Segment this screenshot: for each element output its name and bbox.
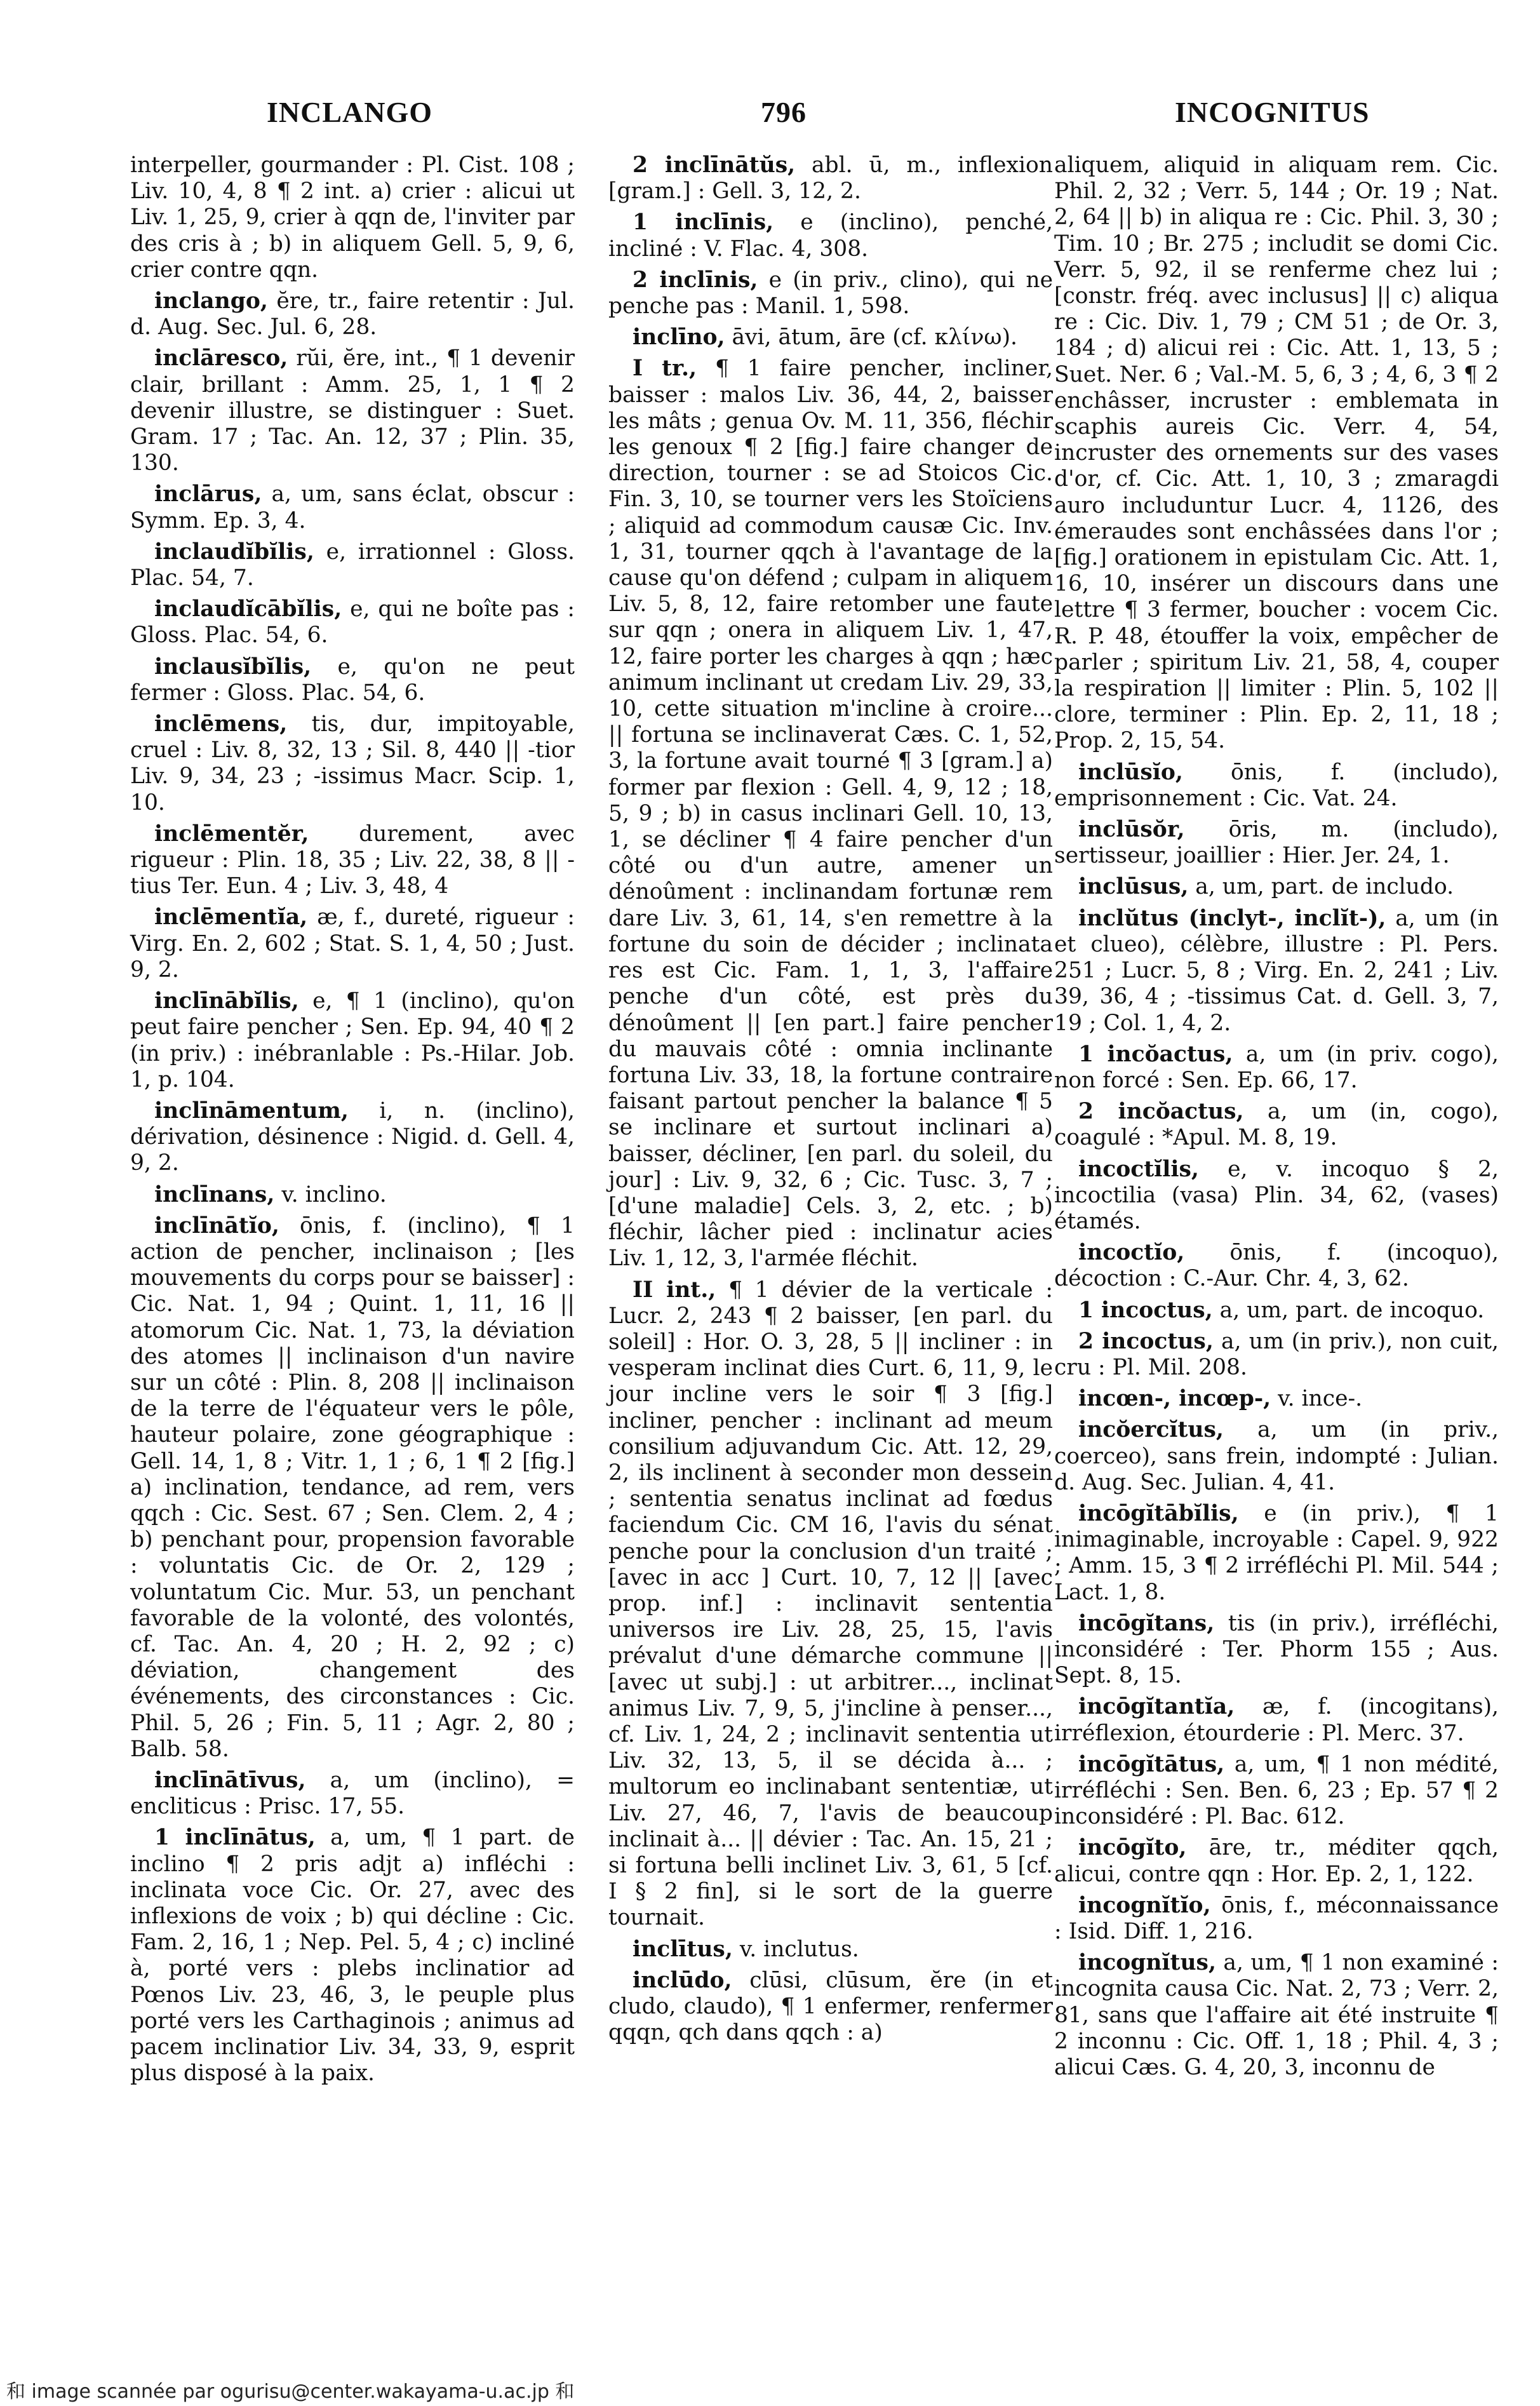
- entry-headword: inclārus,: [154, 481, 262, 507]
- dictionary-entry: [1054, 1099, 1499, 1151]
- entry-headword: incognĭtus,: [1078, 1950, 1216, 1976]
- entry-definition: a, um (in priv., coerceo), sans frein, indompté : Julian. d. Aug. Sec. Julian. 4, 41.: [1054, 1417, 1499, 1495]
- dictionary-entry: [130, 988, 575, 1093]
- dictionary-entry: [1054, 1157, 1499, 1235]
- entry-definition: a, um, ¶ 1 non examiné : incognita causa Cic. Nat. 2, 73 ; Verr. 2, 81, sans que l'affaire ait été instruite ¶ 2 inconnu : Cic. Off. 1, 18 ; Phil. 4, 3 ; alicui Cæs. G. 4, 20, 3, inconnu de: [1054, 1950, 1499, 2081]
- dictionary-entry: [1054, 1417, 1499, 1496]
- dictionary-entry: [1054, 1611, 1499, 1690]
- dictionary-entry: [1054, 906, 1499, 1037]
- text-column-1: [130, 152, 575, 2092]
- entry-headword: inclūsus,: [1078, 874, 1189, 900]
- entry-headword: 1 incoctus,: [1078, 1297, 1213, 1323]
- dictionary-entry: [608, 1937, 1053, 1963]
- dictionary-entry: [608, 1277, 1053, 1932]
- entry-headword: II int.,: [633, 1277, 716, 1303]
- entry-headword: inclaudĭbĭlis,: [154, 539, 314, 565]
- dictionary-entry: [130, 711, 575, 816]
- entry-headword: incoctĭlis,: [1078, 1156, 1199, 1182]
- dictionary-entry: [1054, 1298, 1499, 1324]
- entry-headword: inclēmentĭa,: [154, 904, 308, 931]
- dictionary-entry: [1054, 1752, 1499, 1831]
- dictionary-entry: [130, 288, 575, 340]
- entry-headword: inclīno,: [633, 325, 725, 351]
- entry-definition: interpeller, gourmander : Pl. Cist. 108 ; Liv. 10, 4, 8 ¶ 2 int. a) crier : alicui ut Liv. 1, 25, 9, crier à qqn de, l'inviter par des cris à ; b) in aliquem Gell. 5, 9, 6, crier contre qqn.: [130, 152, 575, 283]
- running-header: [0, 95, 1540, 133]
- entry-definition: a, um (inclino), = encliticus : Prisc. 17, 55.: [130, 1767, 575, 1820]
- entry-headword: 1 incŏactus,: [1078, 1041, 1233, 1067]
- entry-definition: aliquem, aliquid in aliquam rem. Cic. Phil. 2, 32 ; Verr. 5, 144 ; Or. 19 ; Nat. 2, 64 || b) in aliqua re : Cic. Phil. 3, 30 ; Tim. 10 ; Br. 275 ; includit se domi Cic. Verr. 5, 92, il se renferme chez lui ; [constr. fréq. avec inclusus] || c) aliqua re : Cic. Div. 1, 79 ; CM 51 ; de Or. 3, 184 ; d) alicui rei : Cic. Att. 1, 13, 5 ; Suet. Ner. 6 ; Val.-M. 5, 6, 3 ; 4, 6, 3 ¶ 2 enchâsser, incruster : emblemata in scaphis aureis Cic. Verr. 4, 54, incruster des ornements sur des vases d'or, cf. Cic. Att. 1, 10, 3 ; zmaragdi auro includuntur Lucr. 4, 1126, des émeraudes sont enchâssées dans l'or ; [fig.] orationem in epistulam Cic. Att. 1, 16, 10, insérer un discours dans une lettre ¶ 3 fermer, boucher : vocem Cic. R. P. 48, étouffer la voix, empêcher de parler ; spiritum Liv. 21, 58, 4, couper la respiration || limiter : Plin. 5, 102 || clore, terminer : Plin. Ep. 2, 11, 18 ; Prop. 2, 15, 54.: [1054, 152, 1499, 754]
- entry-definition: a, um (in et clueo), célèbre, illustre : Pl. Pers. 251 ; Lucr. 5, 8 ; Virg. En. 2, 241 ; Liv. 39, 36, 4 ; -tissimus Cat. d. Gell. 3, 7, 19 ; Col. 1, 4, 2.: [1054, 905, 1499, 1036]
- entry-definition: a, um (in priv.), non cuit, cru : Pl. Mil. 208.: [1054, 1328, 1499, 1380]
- entry-headword: 2 inclīnis,: [633, 267, 758, 293]
- entry-definition: e (in priv., clino), qui ne penche pas : Manil. 1, 598.: [608, 267, 1053, 319]
- dictionary-entry: [130, 596, 575, 649]
- entry-headword: incoctĭo,: [1078, 1240, 1185, 1266]
- dictionary-entry: [1054, 1835, 1499, 1887]
- entry-headword: inclūsĭo,: [1078, 759, 1183, 785]
- entry-definition: durement, avec rigueur : Plin. 18, 35 ; Liv. 22, 38, 8 || -tius Ter. Eun. 4 ; Liv. 3, 48, 4: [130, 821, 575, 899]
- dictionary-entry: [130, 539, 575, 591]
- entry-headword: inclēmens,: [154, 711, 288, 737]
- dictionary-entry: [130, 481, 575, 534]
- dictionary-entry: [1054, 760, 1499, 812]
- dictionary-entry: [1054, 1042, 1499, 1094]
- entry-definition: v. ince-.: [1278, 1386, 1363, 1412]
- entry-definition: clūsi, clūsum, ĕre (in et cludo, claudo), ¶ 1 enfermer, renfermer qqqn, qch dans qqch : a): [608, 1967, 1054, 2046]
- entry-definition: rŭi, ĕre, int., ¶ 1 devenir clair, brillant : Amm. 25, 1, 1 ¶ 2 devenir illustre, se distinguer : Suet. Gram. 17 ; Tac. An. 12, 37 ; Plin. 35, 130.: [130, 346, 575, 476]
- entry-definition: e (inclino), penché, incliné : V. Flac. 4, 308.: [608, 210, 1053, 262]
- dictionary-entry: [130, 1213, 575, 1763]
- entry-headword: incōgĭto,: [1078, 1835, 1187, 1861]
- dictionary-entry: [130, 1098, 575, 1177]
- entry-definition: ¶ 1 dévier de la verticale : Lucr. 2, 243 ¶ 2 baisser, [en parl. du soleil] : Hor. O. 3, 28, 5 || incliner : in vesperam inclinat dies Curt. 6, 11, 9, le jour incline vers le soir ¶ 3 [fig.] incliner, pencher : inclinant ad meum consilium adjuvandum Cic. Att. 12, 29, 2, ils inclinent à seconder mon dessein ; sententia senatus inclinat ad fœdus faciendum Cic. CM 16, l'avis du sénat penche pour la conclusion d'un traité ; [avec in acc ] Curt. 10, 7, 12 || [avec prop. inf.] : inclinavit sententia universos ire Liv. 28, 25, 15, l'avis prévalut d'une démarche commune || [avec ut subj.] : ut arbitrer..., inclinat animus Liv. 7, 9, 5, j'incline à penser..., cf. Liv. 1, 24, 2 ; inclinavit sententia ut Liv. 32, 13, 5, il se décida à... ; multorum eo inclinabant sententiæ, ut Liv. 27, 46, 7, l'avis de beaucoup inclinait à... || dévier : Tac. An. 15, 21 ; si fortuna belli inclinet Liv. 3, 61, 5 [cf. I § 2 fin], si le sort de la guerre tournait.: [608, 1277, 1053, 1931]
- entry-headword: inclausĭbĭlis,: [154, 654, 312, 680]
- dictionary-entry: [1054, 1694, 1499, 1746]
- dictionary-entry: [608, 325, 1053, 351]
- dictionary-entry: [130, 1768, 575, 1820]
- entry-definition: v. inclutus.: [739, 1936, 859, 1962]
- entry-headword: inclāresco,: [154, 346, 288, 372]
- entry-definition: ¶ 1 faire pencher, incliner, baisser : malos Liv. 36, 44, 2, baisser les mâts ; genua Ov. M. 11, 356, fléchir les genoux ¶ 2 [fig.] faire changer de direction, tourner : se ad Stoicos Cic. Fin. 3, 10, se tourner vers les Stoïciens ; aliquid ad commodum causæ Cic. Inv. 1, 31, tourner qqch à l'avantage de la cause qu'on défend ; culpam in aliquem Liv. 5, 8, 12, faire retomber une faute sur qqn ; onera in aliquem Liv. 1, 47, 12, faire porter les charges à qqn ; hæc animum inclinant ut credam Liv. 29, 33, 10, cette situation m'incline à croire... || fortuna se inclinaverat Cæs. C. 1, 52, 3, la fortune avait tourné ¶ 3 [gram.] a) former par flexion : Gell. 4, 9, 12 ; 18, 5, 9 ; b) in casus inclinari Gell. 10, 13, 1, se décliner ¶ 4 faire pencher d'un côté ou d'un autre, amener un dénoûment : inclinandam fortunæ rem dare Liv. 3, 61, 14, s'en remettre à la fortune du soin de décider ; inclinata res est Cic. Fam. 1, 1, 3, l'affaire penche d'un côté, est près du dénoûment || [en part.] faire pencher du mauvais côté : omnia inclinante fortuna Liv. 33, 18, la fortune contraire faisant partout pencher la balance ¶ 5 se inclinare et surtout inclinari a) baisser, décliner, [en parl. du soleil, du jour] : Liv. 9, 32, 6 ; Cic. Tusc. 3, 7 ; [d'une maladie] Cels. 3, 2, etc. ; b) fléchir, lâcher pied : inclinatur acies Liv. 1, 12, 3, l'armée fléchit.: [608, 356, 1054, 1272]
- entry-definition: ōnis, f., méconnaissance : Isid. Diff. 1, 216.: [1054, 1892, 1499, 1944]
- entry-definition: a, um, sans éclat, obscur : Symm. Ep. 3, 4.: [130, 481, 575, 534]
- entry-headword: incōgĭtābĭlis,: [1078, 1500, 1239, 1526]
- entry-definition: e (in priv.), ¶ 1 inimaginable, incroyable : Capel. 9, 922 ; Amm. 15, 3 ¶ 2 irréfléchi Pl. Mil. 544 ; Lact. 1, 8.: [1054, 1500, 1499, 1605]
- dictionary-entry: [608, 1968, 1053, 2046]
- left-guide-word: INCLANGO: [267, 96, 433, 128]
- entry-definition: a, um, ¶ 1 non médité, irréfléchi : Sen. Ben. 6, 23 ; Ep. 57 ¶ 2 inconsidéré : Pl. Bac. 612.: [1054, 1751, 1499, 1830]
- entry-definition: a, um (in priv. cogo), non forcé : Sen. Ep. 66, 17.: [1054, 1041, 1499, 1093]
- entry-definition: ĕre, tr., faire retentir : Jul. d. Aug. Sec. Jul. 6, 28.: [130, 288, 575, 340]
- entry-definition: a, um (in, cogo), coagulé : *Apul. M. 8, 19.: [1054, 1099, 1499, 1151]
- dictionary-entry: [1054, 1240, 1499, 1292]
- dictionary-entry: [130, 346, 575, 476]
- entry-headword: inclango,: [154, 288, 268, 314]
- entry-definition: abl. ū, m., inflexion [gram.] : Gell. 3, 12, 2.: [608, 152, 1053, 205]
- dictionary-entry: [608, 267, 1053, 319]
- dictionary-entry: [130, 821, 575, 900]
- entry-definition: i, n. (inclino), dérivation, désinence : Nigid. d. Gell. 4, 9, 2.: [130, 1098, 575, 1176]
- entry-headword: 2 incoctus,: [1078, 1328, 1214, 1354]
- entry-headword: incōgĭtātus,: [1078, 1751, 1225, 1777]
- entry-definition: e, qu'on ne peut fermer : Gloss. Plac. 54, 6.: [130, 654, 575, 706]
- entry-headword: incŏercĭtus,: [1078, 1417, 1224, 1443]
- dictionary-entry: [130, 1825, 575, 2087]
- entry-headword: inclītus,: [633, 1936, 733, 1962]
- entry-headword: inclīnātĭo,: [154, 1213, 279, 1239]
- entry-definition: āre, tr., méditer qqch, alicui, contre qqn : Hor. Ep. 2, 1, 122.: [1054, 1835, 1499, 1887]
- entry-definition: āvi, ātum, āre (cf. κλίνω).: [732, 325, 1017, 351]
- entry-definition: e, v. incoquo § 2, incoctilia (vasa) Plin. 34, 62, (vases) étamés.: [1054, 1156, 1499, 1234]
- text-column-3: [1054, 152, 1499, 2086]
- entry-headword: inclūsŏr,: [1078, 817, 1185, 843]
- entry-definition: e, irrationnel : Gloss. Plac. 54, 7.: [130, 539, 575, 591]
- entry-definition: ōnis, f. (inclino), ¶ 1 action de pencher, inclinaison ; [les mouvements du corps pour se baisser] : Cic. Nat. 1, 94 ; Quint. 1, 11, 16 || atomorum Cic. Nat. 1, 73, la déviation des atomes || inclinaison d'un navire sur un côté : Plin. 8, 208 || inclinaison de la terre de l'équateur vers le pôle, hauteur polaire, zone géographique : Gell. 14, 1, 8 ; Vitr. 1, 1 ; 6, 1 ¶ 2 [fig.] a) inclination, tendance, ad rem, vers qqch : Cic. Sest. 67 ; Sen. Clem. 2, 4 ; b) penchant pour, propension favorable : voluntatis Cic. de Or. 2, 129 ; voluntatum Cic. Mur. 53, un penchant favorable de la volonté, des volontés, cf. Tac. An. 4, 20 ; H. 2, 92 ; c) déviation, changement des événements, des circonstances : Cic. Phil. 5, 26 ; Fin. 5, 11 ; Agr. 2, 80 ; Balb. 58.: [130, 1213, 575, 1762]
- entry-headword: inclaudĭcābĭlis,: [154, 596, 342, 622]
- right-guide-word: INCOGNITUS: [1175, 96, 1370, 128]
- entry-headword: 1 inclīnis,: [633, 210, 774, 236]
- entry-definition: tis (in priv.), irréfléchi, inconsidéré : Ter. Phorm 155 ; Aus. Sept. 8, 15.: [1054, 1610, 1499, 1689]
- dictionary-entry: [1054, 817, 1499, 869]
- entry-headword: 2 incŏactus,: [1078, 1099, 1244, 1125]
- dictionary-entry: [1054, 1893, 1499, 1945]
- entry-definition: a, um, part. de includo.: [1195, 874, 1454, 900]
- entry-headword: inclīnāmentum,: [154, 1098, 349, 1124]
- entry-headword: inclēmentĕr,: [154, 821, 309, 847]
- entry-definition: e, qui ne boîte pas : Gloss. Plac. 54, 6.: [130, 596, 575, 649]
- entry-headword: inclīnātīvus,: [154, 1767, 306, 1793]
- entry-headword: incœn-, incœp-,: [1078, 1386, 1271, 1412]
- entry-headword: inclŭtus (inclyt-, inclĭt-),: [1078, 905, 1386, 931]
- text-column-2: [608, 152, 1053, 2051]
- dictionary-entry: [608, 152, 1053, 205]
- entry-headword: I tr.,: [633, 356, 697, 382]
- entry-definition: æ, f., dureté, rigueur : Virg. En. 2, 602 ; Stat. S. 1, 4, 50 ; Just. 9, 2.: [130, 904, 575, 983]
- entry-definition: v. inclino.: [281, 1181, 387, 1207]
- entry-headword: 1 inclīnātus,: [154, 1825, 316, 1851]
- entry-definition: ōnis, f. (includo), emprisonnement : Cic. Vat. 24.: [1054, 759, 1499, 811]
- dictionary-entry: [608, 356, 1053, 1272]
- dictionary-entry: [608, 210, 1053, 262]
- entry-headword: incōgĭtantĭa,: [1078, 1694, 1235, 1720]
- entry-definition: a, um, ¶ 1 part. de inclino ¶ 2 pris adjt a) infléchi : inclinata voce Cic. Or. 27, avec des inflexions de voix ; b) qui décline : Cic. Fam. 2, 16, 1 ; Nep. Pel. 5, 4 ; c) incliné à, porté vers : plebs inclinatior ad Pœnos Liv. 23, 46, 3, le peuple plus porté vers les Carthaginois ; animus ad pacem inclinatior Liv. 34, 33, 9, esprit plus disposé à la paix.: [130, 1825, 575, 2087]
- entry-headword: inclīnans,: [154, 1181, 275, 1207]
- entry-headword: inclīnābĭlis,: [154, 988, 299, 1014]
- dictionary-entry: [1054, 152, 1499, 755]
- dictionary-entry: [1054, 1329, 1499, 1381]
- dictionary-entry: [1054, 874, 1499, 900]
- page-number: 796: [761, 96, 807, 128]
- dictionary-entry: [130, 152, 575, 283]
- entry-definition: ōnis, f. (incoquo), décoction : C.-Aur. Chr. 4, 3, 62.: [1054, 1240, 1499, 1292]
- dictionary-entry: [130, 1182, 575, 1208]
- entry-definition: ōris, m. (includo), sertisseur, joaillier : Hier. Jer. 24, 1.: [1054, 817, 1499, 869]
- entry-headword: inclūdo,: [633, 1967, 732, 1993]
- entry-headword: 2 inclīnātŭs,: [633, 152, 796, 178]
- entry-definition: æ, f. (incogitans), irréflexion, étourderie : Pl. Merc. 37.: [1054, 1694, 1499, 1746]
- dictionary-entry: [1054, 1501, 1499, 1606]
- entry-headword: incognĭtĭo,: [1078, 1892, 1211, 1918]
- dictionary-entry: [1054, 1386, 1499, 1412]
- dictionary-entry: [1054, 1950, 1499, 2081]
- scan-credit: 和 image scannée par ogurisu@center.wakayama-u.ac.jp 和: [6, 2381, 575, 2403]
- entry-headword: incōgĭtans,: [1078, 1610, 1215, 1636]
- dictionary-entry: [130, 654, 575, 706]
- dictionary-entry: [130, 904, 575, 983]
- entry-definition: e, ¶ 1 (inclino), qu'on peut faire pencher ; Sen. Ep. 94, 40 ¶ 2 (in priv.) : inébranlable : Ps.-Hilar. Job. 1, p. 104.: [130, 988, 575, 1092]
- entry-definition: tis, dur, impitoyable, cruel : Liv. 8, 32, 13 ; Sil. 8, 440 || -tior Liv. 9, 34, 23 ; -issimus Macr. Scip. 1, 10.: [130, 711, 575, 816]
- entry-definition: a, um, part. de incoquo.: [1219, 1297, 1485, 1323]
